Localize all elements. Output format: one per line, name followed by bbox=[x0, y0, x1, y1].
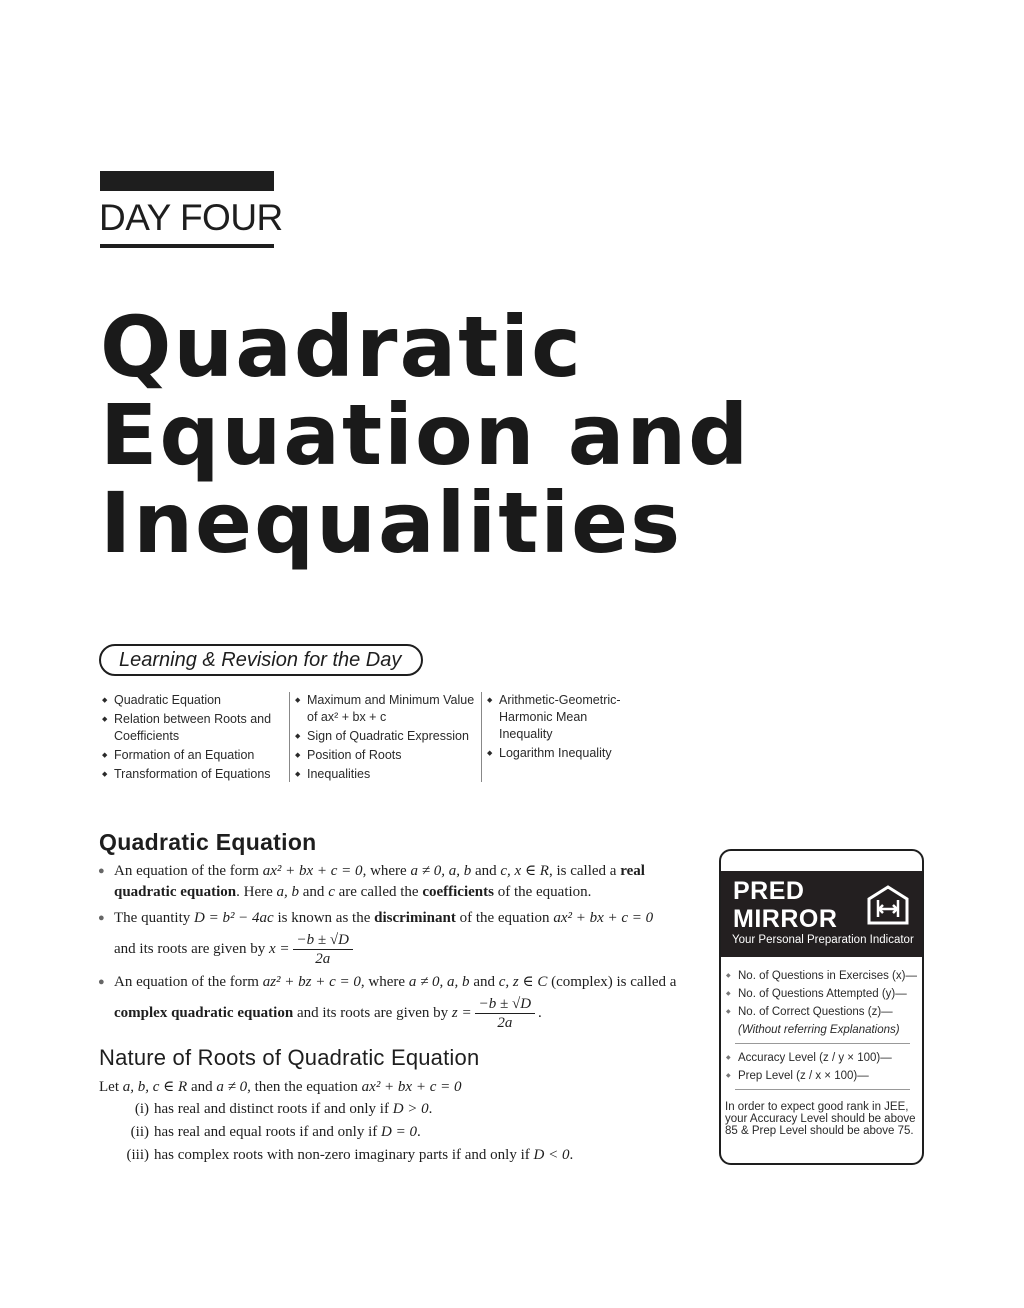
text-run: (complex) is called a bbox=[547, 974, 677, 990]
book-arrows-icon bbox=[866, 884, 910, 926]
roots-fraction bbox=[475, 995, 535, 1032]
text-run: . bbox=[428, 1101, 433, 1117]
pred-mirror-divider bbox=[735, 1089, 910, 1090]
text-run: is known as the bbox=[273, 910, 375, 926]
math-expr: ax² + bx + c = 0 bbox=[361, 1079, 462, 1095]
math-expr: a, b, c ∈ R bbox=[122, 1079, 188, 1095]
pred-mirror-header bbox=[721, 871, 922, 957]
text-run: and its roots are given by bbox=[114, 940, 269, 957]
bold-term: discriminant bbox=[374, 910, 456, 926]
topic-item: ◆ Sign of Quadratic Expression bbox=[294, 728, 476, 745]
condition-number: (ii) bbox=[130, 1124, 149, 1140]
pred-mirror-title-line-1: PRED bbox=[733, 877, 805, 905]
topic-item: ◆ Transformation of Equations bbox=[101, 766, 283, 783]
math-expr: c, x ∈ R bbox=[500, 863, 549, 879]
pred-mirror-title bbox=[733, 877, 837, 933]
text-run: . Here bbox=[236, 884, 277, 900]
fraction-numerator: −b ± √D bbox=[293, 931, 353, 950]
topic-column-2 bbox=[294, 692, 476, 785]
condition-row bbox=[112, 1121, 632, 1144]
text-run: , is called a bbox=[548, 863, 621, 879]
topic-column-1 bbox=[101, 692, 283, 785]
bold-term: real quadratic equation bbox=[114, 863, 645, 900]
text-run: . bbox=[538, 1004, 542, 1021]
pred-mirror-divider bbox=[735, 1043, 910, 1044]
topic-item: ◆ Formation of an Equation bbox=[101, 747, 283, 764]
condition-text: has real and equal roots if and only if bbox=[154, 1124, 382, 1140]
math-expr: ax² + bx + c = 0 bbox=[262, 863, 363, 879]
chapter-title-line-1: Quadratic bbox=[100, 298, 583, 396]
topic-column-3 bbox=[486, 692, 636, 764]
text-run: The quantity bbox=[114, 910, 194, 926]
bullet-icon: ● bbox=[98, 865, 105, 877]
day-label: DAY FOUR bbox=[99, 197, 283, 238]
text-run: An equation of the form bbox=[114, 974, 263, 990]
pred-mirror-note: (Without referring Explanations) bbox=[738, 1024, 900, 1036]
math-expr: ax² + bx + c = 0 bbox=[553, 910, 654, 926]
pred-mirror-level: ◆ Prep Level (z / x × 100)— bbox=[725, 1067, 917, 1085]
text-run: of the equation. bbox=[493, 884, 592, 900]
math-expr: D < 0 bbox=[533, 1147, 570, 1163]
nature-conditions bbox=[112, 1098, 632, 1167]
text-run: of the equation bbox=[455, 910, 554, 926]
pred-mirror-item: ◆ No. of Questions in Exercises (x)— bbox=[725, 967, 917, 985]
bullet-icon: ● bbox=[98, 912, 105, 924]
text-run: Let bbox=[99, 1079, 123, 1095]
fraction-numerator: −b ± √D bbox=[475, 995, 535, 1014]
condition-number: (i) bbox=[134, 1101, 149, 1117]
condition-text: has real and distinct roots if and only if bbox=[154, 1101, 393, 1117]
text-run: and bbox=[187, 1079, 217, 1095]
text-run: and bbox=[299, 884, 329, 900]
pred-mirror-question-list bbox=[725, 967, 917, 1039]
bold-term: coefficients bbox=[422, 884, 494, 900]
text-run: . bbox=[416, 1124, 421, 1140]
math-expr: c, z ∈ C bbox=[498, 974, 548, 990]
chapter-title-line-3: Inequalities bbox=[100, 474, 683, 572]
text-run: . bbox=[569, 1147, 574, 1163]
topic-item: ◆ Maximum and Minimum Value of ax² + bx + c bbox=[294, 692, 476, 726]
math-expr: a ≠ 0, a, b bbox=[408, 974, 470, 990]
condition-number: (iii) bbox=[126, 1147, 149, 1163]
text-run: An equation of the form bbox=[114, 863, 263, 879]
math-expr: c bbox=[328, 884, 335, 900]
text-run: and bbox=[471, 863, 501, 879]
bullet-discriminant bbox=[98, 908, 704, 968]
chapter-title-line-2: Equation and bbox=[100, 386, 751, 484]
nature-intro bbox=[99, 1077, 462, 1098]
topic-item: ◆ Position of Roots bbox=[294, 747, 476, 764]
math-expr: a, b bbox=[276, 884, 300, 900]
pred-mirror-title-line-2: MIRROR bbox=[733, 905, 838, 933]
learning-revision-pill: Learning & Revision for the Day bbox=[99, 644, 423, 676]
condition-row bbox=[112, 1144, 632, 1167]
pred-mirror-item: ◆ No. of Correct Questions (z)— bbox=[725, 1003, 917, 1021]
pred-mirror-level: ◆ Accuracy Level (z / y × 100)— bbox=[725, 1049, 917, 1067]
roots-fraction bbox=[293, 931, 353, 968]
topic-item: ◆ Quadratic Equation bbox=[101, 692, 283, 709]
topic-item: ◆ Arithmetic-Geometric-Harmonic Mean Inequality bbox=[486, 692, 636, 743]
fraction-denominator: 2a bbox=[315, 951, 331, 967]
pred-mirror-footer: In order to expect good rank in JEE, your Accuracy Level should be above 85 & Prep Level should be above 75. bbox=[725, 1101, 916, 1137]
text-run: are called the bbox=[334, 884, 423, 900]
text-run: and its roots are given by bbox=[293, 1004, 452, 1021]
day-bar-top bbox=[100, 171, 274, 191]
math-expr: D > 0 bbox=[392, 1101, 429, 1117]
math-expr: x = bbox=[268, 940, 290, 957]
condition-row bbox=[112, 1098, 632, 1121]
pred-mirror-subtitle: Your Personal Preparation Indicator bbox=[732, 934, 914, 946]
day-bar-bottom bbox=[100, 244, 274, 248]
math-expr: D = 0 bbox=[381, 1124, 417, 1140]
bullet-real-quadratic bbox=[98, 861, 694, 903]
pred-mirror-item: ◆ No. of Questions Attempted (y)— bbox=[725, 985, 917, 1003]
bold-term: complex quadratic equation bbox=[114, 1004, 294, 1021]
topic-item: ◆ Inequalities bbox=[294, 766, 476, 783]
column-divider bbox=[289, 692, 290, 782]
math-expr: a ≠ 0, a, b bbox=[410, 863, 472, 879]
math-expr: a ≠ 0 bbox=[216, 1079, 248, 1095]
section-heading: Quadratic Equation bbox=[99, 829, 317, 855]
topic-item: ◆ Relation between Roots and Coefficients bbox=[101, 711, 283, 745]
text-run: , where bbox=[362, 863, 411, 879]
math-expr: z = bbox=[451, 1004, 472, 1021]
chapter-title bbox=[100, 298, 751, 572]
text-run: , where bbox=[360, 974, 409, 990]
condition-text: has complex roots with non-zero imaginary parts if and only if bbox=[154, 1147, 534, 1163]
fraction-denominator: 2a bbox=[497, 1015, 513, 1031]
bullet-icon: ● bbox=[98, 976, 105, 988]
bullet-complex-quadratic bbox=[98, 972, 704, 1032]
math-expr: az² + bz + c = 0 bbox=[262, 974, 361, 990]
column-divider bbox=[481, 692, 482, 782]
pred-mirror-box bbox=[719, 849, 924, 1165]
math-expr: D = b² − 4ac bbox=[193, 910, 274, 926]
text-run: , then the equation bbox=[247, 1079, 362, 1095]
pred-mirror-level-list bbox=[725, 1049, 917, 1085]
text-run: and bbox=[469, 974, 499, 990]
topic-item: ◆ Logarithm Inequality bbox=[486, 745, 636, 762]
subsection-heading: Nature of Roots of Quadratic Equation bbox=[99, 1045, 480, 1070]
